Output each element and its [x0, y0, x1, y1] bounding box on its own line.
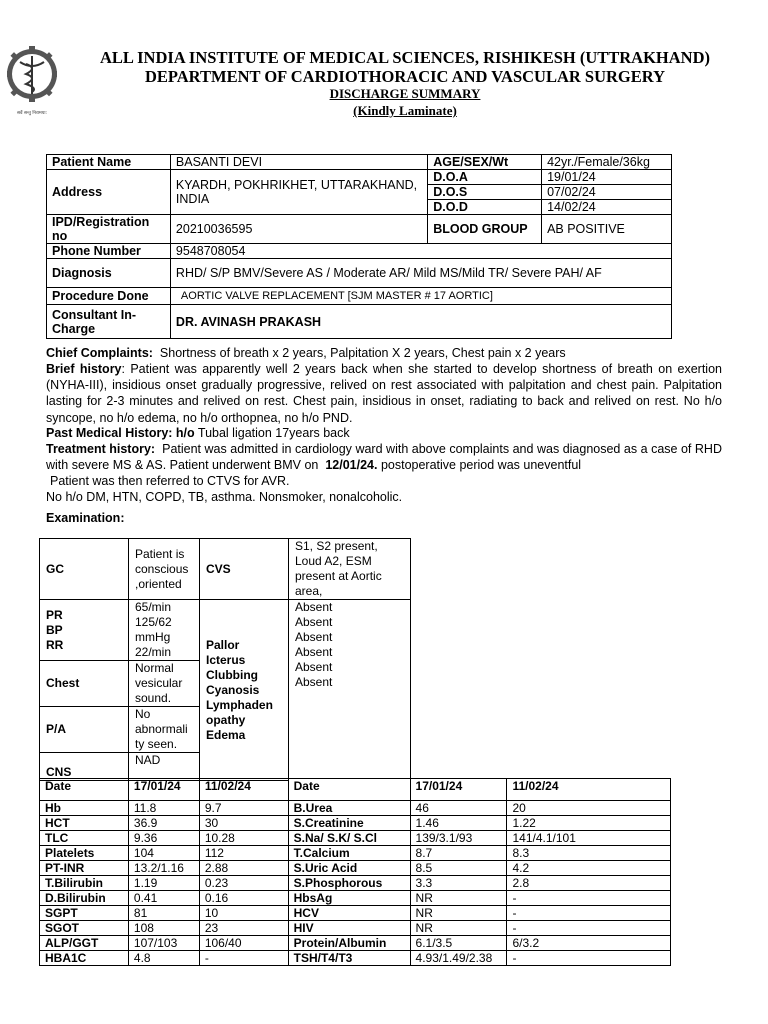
blood-group-label: BLOOD GROUP — [428, 215, 542, 244]
lab-value: 106/40 — [199, 936, 288, 951]
lab-value: 4.2 — [507, 861, 671, 876]
table-row — [40, 831, 671, 846]
institute-name: ALL INDIA INSTITUTE OF MEDICAL SCIENCES, RISHIKESH (UTTRAKHAND) — [99, 48, 711, 67]
lab-test-name: D.Bilirubin — [40, 891, 129, 906]
lab-test-name: Platelets — [40, 846, 129, 861]
lab-value: 10.28 — [199, 831, 288, 846]
past-medical-history: Past Medical History: h/o Tubal ligation 17years back — [46, 426, 350, 440]
ipd-value: 20210036595 — [170, 215, 427, 244]
lab-value: 6.1/3.5 — [410, 936, 507, 951]
age-value: 42yr./Female/36kg — [542, 155, 672, 170]
patient-info-table — [46, 154, 672, 339]
lab-test-name: TSH/T4/T3 — [288, 951, 410, 966]
laminate-note: (Kindly Laminate) — [353, 103, 457, 118]
lab-value: 2.88 — [199, 861, 288, 876]
lab-value: 3.3 — [410, 876, 507, 891]
lab-value: 11.8 — [128, 801, 199, 816]
lab-test-name: SGOT — [40, 921, 129, 936]
aiims-logo — [4, 44, 60, 120]
dos-value: 07/02/24 — [542, 185, 672, 200]
doa-value: 19/01/24 — [542, 170, 672, 185]
cvs-label: CVS — [200, 539, 289, 600]
lab-value: - — [507, 891, 671, 906]
svg-text:सर्वे सन्तु निरामया:: सर्वे सन्तु निरामया: — [16, 111, 48, 116]
patient-name-label: Patient Name — [47, 155, 171, 170]
lab-test-name: HIV — [288, 921, 410, 936]
cns-label: CNS — [40, 753, 129, 781]
lab-header-cell: Date — [40, 779, 129, 801]
lab-value: 10 — [199, 906, 288, 921]
lab-value: 0.16 — [199, 891, 288, 906]
address-label: Address — [47, 170, 171, 215]
lab-header-cell: Date — [288, 779, 410, 801]
table-row — [40, 816, 671, 831]
table-row — [40, 951, 671, 966]
lab-test-name: HBA1C — [40, 951, 129, 966]
lab-value: 1.46 — [410, 816, 507, 831]
cvs-value: S1, S2 present, Loud A2, ESM present at Aortic area, — [289, 539, 411, 600]
lab-value: 1.19 — [128, 876, 199, 891]
lab-value: 104 — [128, 846, 199, 861]
blood-group-value: AB POSITIVE — [542, 215, 672, 244]
lab-test-name: TLC — [40, 831, 129, 846]
lab-value: - — [199, 951, 288, 966]
lab-value: NR — [410, 891, 507, 906]
lab-rows — [40, 801, 671, 966]
lab-value: 2.8 — [507, 876, 671, 891]
procedure-label: Procedure Done — [47, 288, 171, 305]
lab-test-name: S.Uric Acid — [288, 861, 410, 876]
examination-label: Examination: — [46, 511, 125, 525]
phone-value: 9548708054 — [170, 244, 671, 259]
lab-value: 13.2/1.16 — [128, 861, 199, 876]
lab-test-name: SGPT — [40, 906, 129, 921]
lab-value: 9.36 — [128, 831, 199, 846]
examination-table — [39, 538, 411, 781]
lab-test-name: Hb — [40, 801, 129, 816]
lab-value: 20 — [507, 801, 671, 816]
physical-signs-values: Absent Absent Absent Absent Absent Absent — [289, 600, 411, 781]
lab-header-cell: 11/02/24 — [199, 779, 288, 801]
department-name: DEPARTMENT OF CARDIOTHORACIC AND VASCULAR SURGERY — [144, 67, 666, 86]
consultant-value: DR. AVINASH PRAKASH — [170, 305, 671, 339]
gc-label: GC — [40, 539, 129, 600]
lab-test-name: HbsAg — [288, 891, 410, 906]
negative-history: No h/o DM, HTN, COPD, TB, asthma. Nonsmoker, nonalcoholic. — [46, 490, 403, 504]
table-row — [40, 861, 671, 876]
vitals-values: 65/min 125/62 mmHg 22/min — [129, 600, 200, 661]
lab-value: 4.8 — [128, 951, 199, 966]
lab-test-name: PT-INR — [40, 861, 129, 876]
lab-value: NR — [410, 921, 507, 936]
lab-test-name: B.Urea — [288, 801, 410, 816]
lab-value: NR — [410, 906, 507, 921]
address-value: KYARDH, POKHRIKHET, UTTARAKHAND, INDIA — [170, 170, 427, 215]
lab-value: 23 — [199, 921, 288, 936]
lab-value: 8.7 — [410, 846, 507, 861]
lab-header-cell: 11/02/24 — [507, 779, 671, 801]
lab-header-cell: 17/01/24 — [410, 779, 507, 801]
lab-value: 9.7 — [199, 801, 288, 816]
treatment-history: Treatment history: Patient was admitted in cardiology ward with above complaints and was diagnosed as a case of RHD with severe MS & AS. Patient underwent BMV on 12/01/24. postoperative period was uneventful — [46, 442, 722, 473]
lab-test-name: T.Bilirubin — [40, 876, 129, 891]
lab-value: 112 — [199, 846, 288, 861]
lab-value: 81 — [128, 906, 199, 921]
lab-test-name: ALP/GGT — [40, 936, 129, 951]
lab-test-name: S.Na/ S.K/ S.Cl — [288, 831, 410, 846]
lab-header-row — [40, 779, 671, 801]
table-row — [40, 921, 671, 936]
lab-test-name: Protein/Albumin — [288, 936, 410, 951]
lab-value: 108 — [128, 921, 199, 936]
chief-complaints: Chief Complaints: Shortness of breath x 2 years, Palpitation X 2 years, Chest pain x 2 years — [46, 346, 566, 360]
lab-test-name: HCT — [40, 816, 129, 831]
table-row — [40, 906, 671, 921]
lab-value: - — [507, 951, 671, 966]
chest-value: Normal vesicular sound. — [129, 661, 200, 707]
lab-test-name: HCV — [288, 906, 410, 921]
cns-value: NAD — [129, 753, 200, 781]
patient-name: BASANTI DEVI — [170, 155, 427, 170]
lab-test-name: T.Calcium — [288, 846, 410, 861]
table-row — [40, 846, 671, 861]
dod-label: D.O.D — [428, 200, 542, 215]
lab-header-cell: 17/01/24 — [128, 779, 199, 801]
table-row — [40, 891, 671, 906]
lab-results-table — [39, 778, 671, 966]
procedure-value: AORTIC VALVE REPLACEMENT [SJM MASTER # 17 AORTIC] — [170, 288, 671, 305]
lab-value: 141/4.1/101 — [507, 831, 671, 846]
lab-value: 139/3.1/93 — [410, 831, 507, 846]
ipd-label: IPD/Registration no — [47, 215, 171, 244]
age-label: AGE/SEX/Wt — [428, 155, 542, 170]
table-row — [40, 801, 671, 816]
lab-value: 1.22 — [507, 816, 671, 831]
lab-value: 8.3 — [507, 846, 671, 861]
vitals-labels: PR BP RR — [40, 600, 129, 661]
lab-value: 36.9 — [128, 816, 199, 831]
lab-value: 0.23 — [199, 876, 288, 891]
lab-test-name: S.Phosphorous — [288, 876, 410, 891]
pa-value: No abnormali ty seen. — [129, 707, 200, 753]
brief-history: Brief history: Patient was apparently well 2 years back when she started to develop shortness of breath on exertion (NYHA-III), insidious onset gradually progressive, relived on rest associated with palpitation and chest pain. Palpitation lasting for 2-3 minutes and relived on rest. Chest pain, insidious in onset, radiating to back and relived on rest. No h/o syncope, no h/o edema, no h/o orthopnea, no h/o PND. — [46, 362, 722, 425]
lab-value: - — [507, 921, 671, 936]
lab-value: 4.93/1.49/2.38 — [410, 951, 507, 966]
dos-label: D.O.S — [428, 185, 542, 200]
document-title: DISCHARGE SUMMARY — [329, 86, 481, 101]
lab-value: - — [507, 906, 671, 921]
lab-value: 30 — [199, 816, 288, 831]
lab-value: 0.41 — [128, 891, 199, 906]
lab-value: 6/3.2 — [507, 936, 671, 951]
referral-note: Patient was then referred to CTVS for AVR. — [50, 474, 290, 488]
phone-label: Phone Number — [47, 244, 171, 259]
gc-value: Patient is conscious ,oriented — [129, 539, 200, 600]
table-row — [40, 876, 671, 891]
lab-value: 8.5 — [410, 861, 507, 876]
consultant-label: Consultant In-Charge — [47, 305, 171, 339]
pa-label: P/A — [40, 707, 129, 753]
lab-value: 46 — [410, 801, 507, 816]
lab-test-name: S.Creatinine — [288, 816, 410, 831]
table-row — [40, 936, 671, 951]
lab-value: 107/103 — [128, 936, 199, 951]
diagnosis-label: Diagnosis — [47, 259, 171, 288]
diagnosis-value: RHD/ S/P BMV/Severe AS / Moderate AR/ Mild MS/Mild TR/ Severe PAH/ AF — [170, 259, 671, 288]
dod-value: 14/02/24 — [542, 200, 672, 215]
doa-label: D.O.A — [428, 170, 542, 185]
chest-label: Chest — [40, 661, 129, 707]
physical-signs-labels: Pallor Icterus Clubbing Cyanosis Lymphaden opathy Edema — [200, 600, 289, 781]
